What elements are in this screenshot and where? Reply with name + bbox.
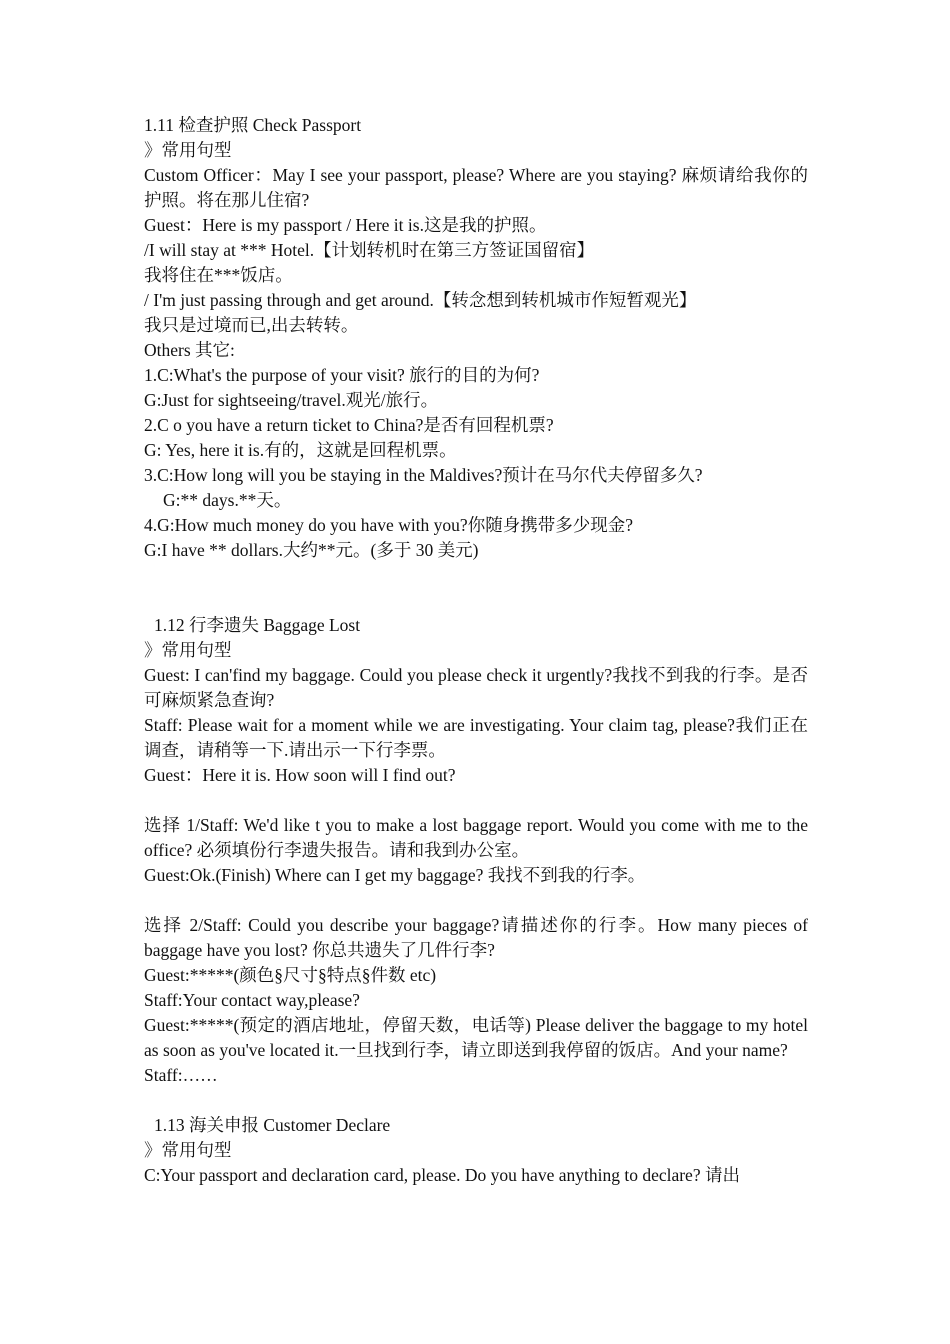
paragraph-line: Guest: I can'find my baggage. Could you please check it urgently?我找不到我的行李。是否可麻烦紧急查询? xyxy=(144,665,808,710)
paragraph-line: Guest：Here it is. How soon will I find out? xyxy=(144,765,456,785)
paragraph-line: 4.G:How much money do you have with you?你随身携带多少现金? xyxy=(144,515,633,535)
document-page xyxy=(144,113,808,1188)
paragraph-line: 选择 2/Staff: Could you describe your baggage?请描述你的行李。How many pieces of baggage have you lost? 你总共遗失了几件行李? xyxy=(144,915,808,960)
paragraph-line: Staff:Your contact way,please? xyxy=(144,990,360,1010)
section-heading-1-11: 1.11 检查护照 Check Passport xyxy=(144,115,362,135)
paragraph-line: Custom Officer：May I see your passport, please? Where are you staying? 麻烦请给我你的护照。将在那儿住宿? xyxy=(144,165,808,210)
spacer xyxy=(144,1088,808,1113)
section-subheading: 》常用句型 xyxy=(144,140,232,160)
paragraph-line: / I'm just passing through and get around.【转念想到转机城市作短暂观光】 xyxy=(144,290,697,310)
section-heading-1-12: 1.12 行李遗失 Baggage Lost xyxy=(154,615,361,635)
paragraph-line: Guest：Here is my passport / Here it is.这是我的护照。 xyxy=(144,215,547,235)
paragraph-line: Guest:*****(颜色§尺寸§特点§件数 etc) xyxy=(144,965,437,985)
paragraph-line: G:I have ** dollars.大约**元。(多于 30 美元) xyxy=(144,540,479,560)
paragraph-line: 3.C:How long will you be staying in the Maldives?预计在马尔代夫停留多久? xyxy=(144,465,703,485)
paragraph-line: Guest:Ok.(Finish) Where can I get my baggage? 我找不到我的行李。 xyxy=(144,865,646,885)
paragraph-line: 我将住在***饭店。 xyxy=(144,265,293,285)
spacer xyxy=(144,563,808,613)
section-subheading: 》常用句型 xyxy=(144,1140,232,1160)
paragraph-line: /I will stay at *** Hotel.【计划转机时在第三方签证国留宿】 xyxy=(144,240,595,260)
spacer xyxy=(144,888,808,913)
paragraph-line: Guest:*****(预定的酒店地址，停留天数，电话等) Please deliver the baggage to my hotel as soon as you've located it.一旦找到行李，请立即送到我停留的饭店。And your name? xyxy=(144,1015,808,1060)
paragraph-line: Staff: Please wait for a moment while we are investigating. Your claim tag, please?我们正在调查，请稍等一下.请出示一下行李票。 xyxy=(144,715,808,760)
paragraph-line: Others 其它: xyxy=(144,340,235,360)
paragraph-line: C:Your passport and declaration card, please. Do you have anything to declare? 请出 xyxy=(144,1165,740,1185)
section-heading-1-13: 1.13 海关申报 Customer Declare xyxy=(154,1115,391,1135)
paragraph-line: 2.C o you have a return ticket to China?是否有回程机票? xyxy=(144,415,554,435)
paragraph-line: G:Just for sightseeing/travel.观光/旅行。 xyxy=(144,390,439,410)
paragraph-line: G: Yes, here it is.有的，这就是回程机票。 xyxy=(144,440,457,460)
spacer xyxy=(144,788,808,813)
paragraph-line: 我只是过境而已,出去转转。 xyxy=(144,315,359,335)
section-subheading: 》常用句型 xyxy=(144,640,232,660)
paragraph-line: G:** days.**天。 xyxy=(163,490,292,510)
paragraph-line: Staff:…… xyxy=(144,1065,218,1085)
paragraph-line: 1.C:What's the purpose of your visit? 旅行的目的为何? xyxy=(144,365,540,385)
paragraph-line: 选择 1/Staff: We'd like t you to make a lost baggage report. Would you come with me to the office? 必须填份行李遗失报告。请和我到办公室。 xyxy=(144,815,808,860)
